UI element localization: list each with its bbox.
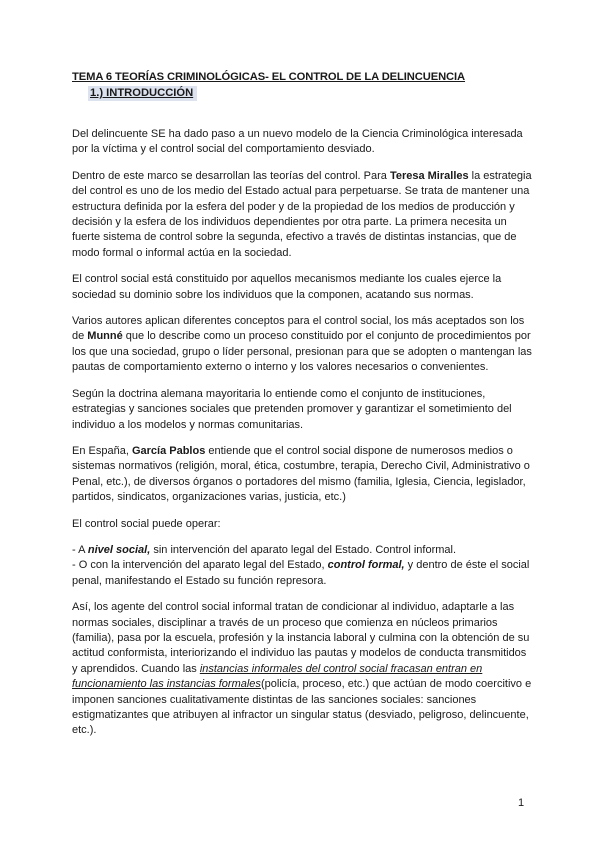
paragraph-4-text-b: que lo describe como un proceso constituido por el conjunto de procedimientos por los que una sociedad, grupo o líder personal, presionan para que se adopten o mantengan las pautas de comportamiento externo o interno y los valores necesarios o convenientes.: [72, 330, 532, 374]
paragraph-1: Del delincuente SE ha dado paso a un nuevo modelo de la Ciencia Criminológica interesada por la víctima y el control social del comportamiento desviado.: [72, 128, 523, 156]
author-name-garcia-pablos: García Pablos: [131, 444, 206, 457]
term-control-formal: control formal,: [327, 559, 405, 572]
paragraph-8-text-b: (policía, proceso, etc.) que actúan de modo coercitivo e imponen sanciones cualitativamente distintas de las sanciones sociales: sanciones estigmatizantes que atribuyen al infractor un singular status (desviado, peligroso, delincuente, etc.).: [72, 678, 532, 737]
author-name-munne: Munné: [87, 330, 123, 343]
list-item-formal: [72, 558, 534, 589]
paragraph-6-text-b: entiende que el control social dispone de numerosos medios o sistemas normativos (religión, moral, ética, costumbre, terapia, Derecho Civil, Administrativo o Penal, etc.), de diversos órganos o portadores del mismo (familia, Iglesia, Ciencia, legislador, partidos, sindicatos, organizaciones varias, justicia, etc.): [72, 444, 530, 504]
author-name-miralles: Teresa Miralles: [389, 169, 469, 182]
list-item-1-text-a: - A: [72, 543, 88, 556]
paragraph-2: [72, 169, 534, 261]
emphasis-instancias: instancias informales del control social fracasan entran en funcionamiento las instancias formales: [72, 662, 483, 691]
paragraph-2-text-a: Dentro de este marco se desarrollan las teorías del control. Para: [72, 169, 390, 182]
section-heading: 1.) INTRODUCCIÓN: [88, 86, 197, 101]
paragraph-6: [72, 444, 534, 506]
page-number: 1: [518, 797, 525, 809]
paragraph-4-text-a: Varios autores aplican diferentes conceptos para el control social, los más aceptados son los de: [72, 315, 525, 343]
document-title: TEMA 6 TEORÍAS CRIMINOLÓGICAS- EL CONTROL DE LA DELINCUENCIA: [72, 71, 466, 83]
list-item-1-text-b: sin intervención del aparato legal del Estado. Control informal.: [150, 543, 457, 556]
list-item-2-text-a: - O con la intervención del aparato legal del Estado,: [72, 559, 328, 572]
paragraph-7: El control social puede operar:: [72, 517, 221, 530]
list-item-2-text-b: y dentro de éste el social penal, manifestando el Estado su función represora.: [72, 559, 530, 587]
list-item-informal: [72, 543, 534, 558]
paragraph-2-text-b: la estrategia del control es uno de los medio del Estado actual para perpetuarse. Se trata de mantener una estructura definida por la esfera del poder y de la propiedad de los medios de producción y decisión y la esfera de los individuos dependientes por otra parte. La primera necesita un fuerte sistema de control sobre la segunda, efectivo a través de distintas instancias, que de modo formal o informal actúa en la sociedad.: [72, 169, 532, 259]
term-nivel-social: nivel social,: [87, 543, 151, 556]
paragraph-3: El control social está constituido por aquellos mecanismos mediante los cuales ejerce la sociedad su dominio sobre los individuos que la componen, acatando sus normas.: [72, 273, 502, 301]
paragraph-4: [72, 314, 534, 376]
paragraph-6-text-a: En España,: [72, 444, 132, 457]
paragraph-8-text-a: Así, los agente del control social informal tratan de condicionar al individuo, adaptarle a las normas sociales, disciplinar a través de un proceso que comienza en núcleos primarios (familia), pasa por la escuela, profesión y la instancia laboral y culmina con la obtención de su actitud conformista, interiorizando el individuo las pautas y modelos de conducta transmitidos y aprendidos. Cuando las: [72, 601, 530, 675]
paragraph-8: [72, 600, 534, 739]
paragraph-5: Según la doctrina alemana mayoritaria lo entiende como el conjunto de instituciones, estrategias y sanciones sociales que pretenden promover y garantizar el sometimiento del individuo a los modelos y normas comunitarias.: [72, 387, 512, 431]
document-body: [72, 127, 534, 750]
